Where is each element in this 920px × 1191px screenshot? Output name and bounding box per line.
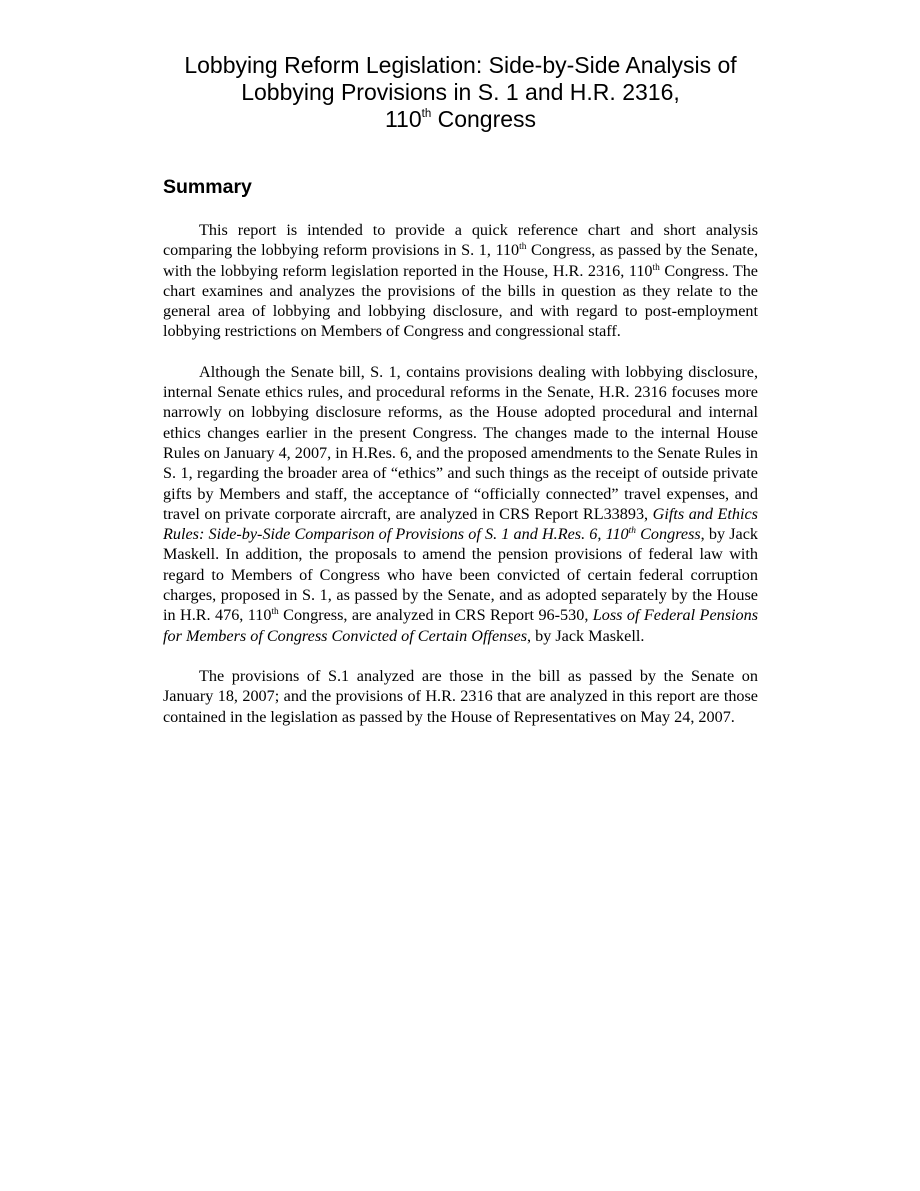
p2-text-d: , by Jack Maskell. — [527, 626, 645, 645]
p1-superscript-b: th — [652, 262, 660, 273]
title-line-3 — [163, 106, 758, 133]
summary-paragraph-2 — [163, 362, 758, 646]
p2-text-c: Congress, are analyzed in CRS Report 96-530, — [278, 606, 593, 625]
p2-italic-superscript: th — [628, 526, 636, 537]
p1-text-b: Congress, as passed by the Senate, with the lobbying reform legislation reported in the House, H.R. 2316, 110 — [163, 241, 758, 280]
p1-text-a: This report is intended to provide a quick reference chart and short analysis comparing the lobbying reform provisions in S. 1, 110 — [163, 221, 758, 260]
document-page — [163, 52, 758, 727]
document-title — [163, 52, 758, 133]
title-congress-number: 110 — [384, 106, 422, 132]
title-line-2: Lobbying Provisions in S. 1 and H.R. 2316, — [241, 79, 680, 105]
p2-text-a: Although the Senate bill, S. 1, contains provisions dealing with lobbying disclosure, internal Senate ethics rules, and procedural reforms in the Senate, H.R. 2316 focuses more narrowly on lobbying disclosure reforms, as the House adopted procedural and internal ethics changes earlier in the present Congress. The changes made to the internal House Rules on January 4, 2007, in H.Res. 6, and the proposed amendments to the Senate Rules in S. 1, regarding the broader area of “ethics” and such things as the receipt of outside private gifts by Members and staff, the acceptance of “officially connected” travel expenses, and travel on private corporate aircraft, are analyzed in CRS Report RL33893, — [163, 362, 758, 523]
summary-paragraph-3: The provisions of S.1 analyzed are those in the bill as passed by the Senate on January 18, 2007; and the provisions of H.R. 2316 that are analyzed in this report are those contained in the legislation as passed by the House of Representatives on May 24, 2007. — [163, 666, 758, 726]
p2-text-b: , by Jack Maskell. In addition, the proposals to amend the pension provisions of federal law with regard to Members of Congress who have been convicted of certain federal corruption charges, proposed in S. 1, as passed by the Senate, and as adopted separately by the House in H.R. 476, 110 — [163, 525, 758, 625]
title-superscript: th — [421, 108, 432, 121]
summary-heading: Summary — [163, 176, 252, 198]
summary-paragraph-1 — [163, 220, 758, 342]
p2-italic-title-1-tail: Congress — [635, 525, 701, 544]
p1-superscript-a: th — [519, 242, 527, 253]
title-congress-word: Congress — [431, 106, 537, 132]
p2-italic-title-1: Gifts and Ethics Rules: Side-by-Side Comparison of Provisions of S. 1 and H.Res. 6, 110 — [163, 504, 758, 544]
p2-citation-pensions: Loss of Federal Pensions for Members of Congress Convicted of Certain Offenses — [163, 606, 759, 645]
p1-text-c: Congress. The chart examines and analyzes the provisions of the bills in question as they relate to the general area of lobbying and lobbying disclosure, and with regard to post-employment lobbying restrictions on Members of Congress and congressional staff. — [163, 261, 758, 341]
p2-superscript-b: th — [271, 607, 279, 618]
title-line-1: Lobbying Reform Legislation: Side-by-Side Analysis of — [184, 52, 737, 78]
